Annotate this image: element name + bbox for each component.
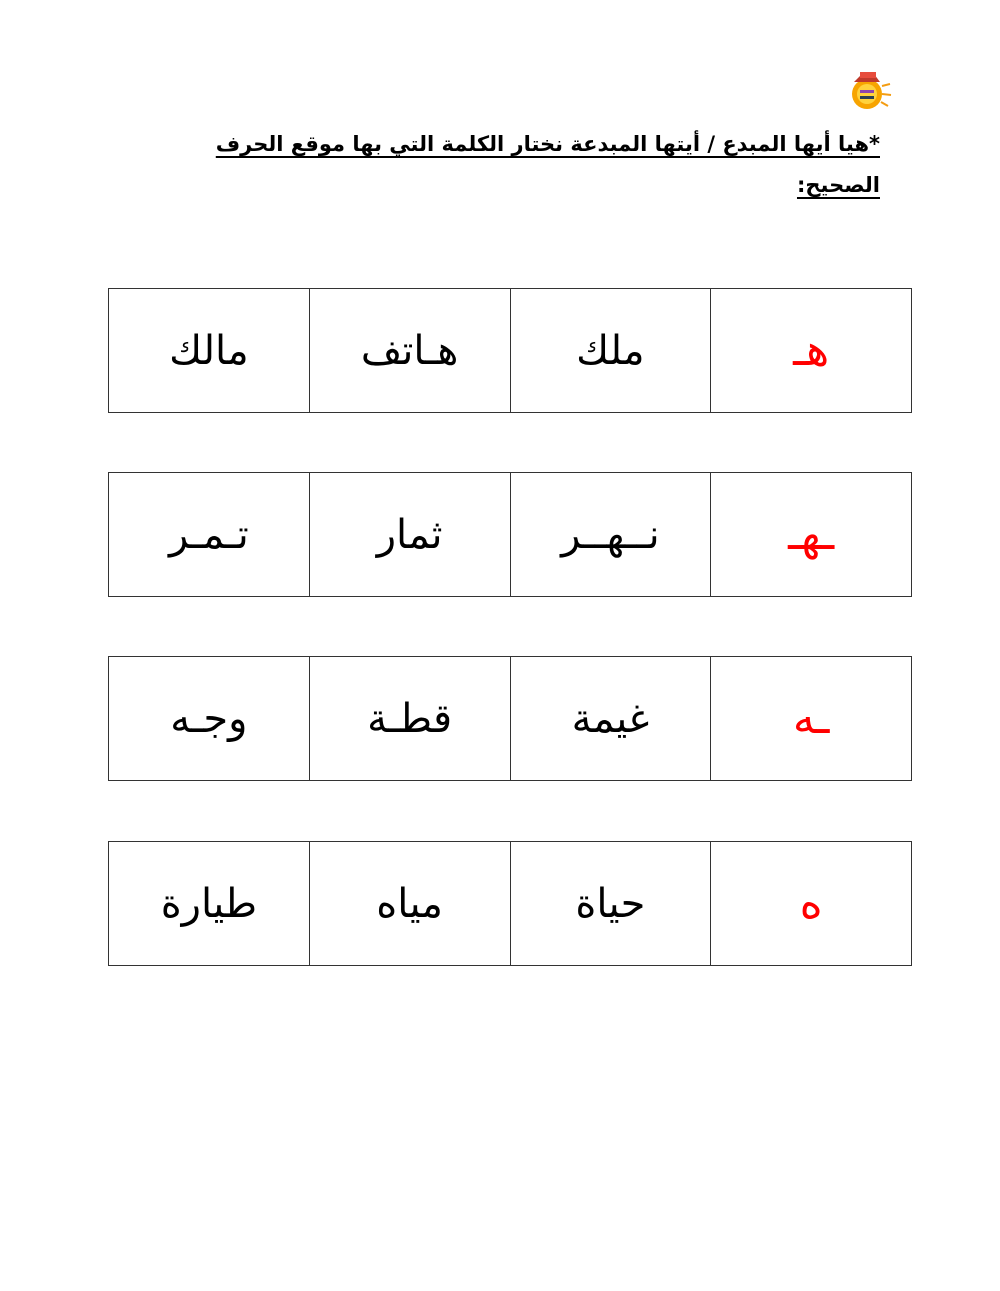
- target-letter: هـ: [711, 289, 912, 413]
- letter-row-table-3: [108, 656, 912, 781]
- table-row: [109, 657, 912, 781]
- instruction-text: [180, 124, 880, 206]
- target-letter: ه: [711, 842, 912, 966]
- letter-row-table-1: [108, 288, 912, 413]
- word-option[interactable]: وجـه: [109, 657, 310, 781]
- instruction-label: *هيا أيها المبدع / أيتها المبدعة نختار الكلمة التي بها موقع الحرف الصحيح:: [215, 132, 880, 197]
- word-option[interactable]: حياة: [510, 842, 711, 966]
- word-option[interactable]: مياه: [309, 842, 510, 966]
- word-option[interactable]: قطـة: [309, 657, 510, 781]
- school-logo-icon: [846, 64, 892, 114]
- target-letter: ـهـ: [711, 473, 912, 597]
- target-letter: ـه: [711, 657, 912, 781]
- letter-row-table-4: [108, 841, 912, 966]
- letter-row-table-2: [108, 472, 912, 597]
- word-option[interactable]: تـمـر: [109, 473, 310, 597]
- word-option[interactable]: نــهــر: [510, 473, 711, 597]
- word-option[interactable]: ثمار: [309, 473, 510, 597]
- word-option[interactable]: هـاتف: [309, 289, 510, 413]
- word-option[interactable]: غيمة: [510, 657, 711, 781]
- word-option[interactable]: ملك: [510, 289, 711, 413]
- table-row: [109, 289, 912, 413]
- table-row: [109, 842, 912, 966]
- word-option[interactable]: طيارة: [109, 842, 310, 966]
- word-option[interactable]: مالك: [109, 289, 310, 413]
- table-row: [109, 473, 912, 597]
